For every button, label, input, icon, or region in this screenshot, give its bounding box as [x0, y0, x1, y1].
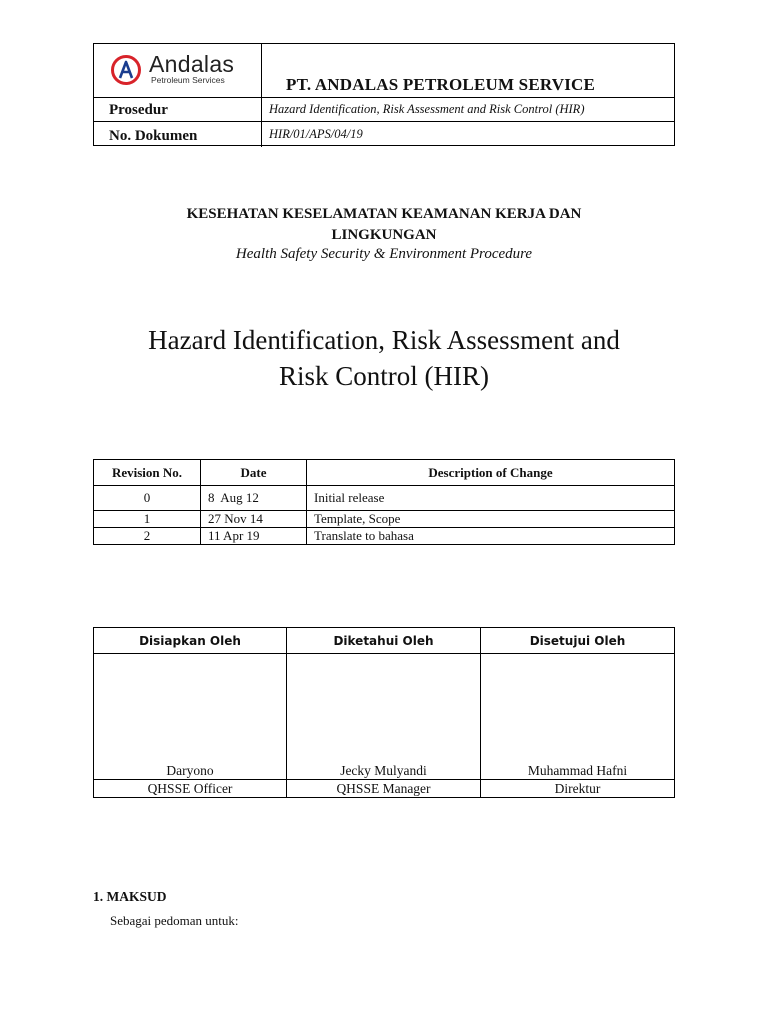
table-row — [94, 528, 675, 545]
revision-desc: Template, Scope — [307, 511, 675, 528]
column-header: Description of Change — [307, 460, 675, 486]
column-header: Disetujui Oleh — [481, 628, 675, 654]
revision-date: 27 Nov 14 — [201, 511, 307, 528]
revision-header-row — [94, 460, 675, 486]
section-subtitle: Health Safety Security & Environment Procedure — [235, 246, 533, 262]
role-row — [94, 780, 675, 798]
column-header: Diketahui Oleh — [287, 628, 481, 654]
company-cell — [262, 44, 674, 97]
header-row-prosedur — [94, 97, 674, 121]
company-name: PT. ANDALAS PETROLEUM SERVICE — [286, 75, 596, 94]
approval-header-row — [94, 628, 675, 654]
revision-no: 0 — [94, 486, 201, 511]
document-title-line2: Risk Control (HIR) — [278, 361, 489, 391]
header-label: Prosedur — [94, 98, 262, 121]
column-header: Date — [201, 460, 307, 486]
header-value: Hazard Identification, Risk Assessment and Risk Control (HIR) — [269, 102, 585, 116]
logo-cell — [94, 44, 262, 97]
header-row-no-dokumen — [94, 121, 674, 147]
revision-desc: Translate to bahasa — [307, 528, 675, 545]
signatory-name: Daryono — [94, 654, 287, 780]
revision-date: 11 Apr 19 — [201, 528, 307, 545]
revision-table — [93, 459, 675, 545]
company-logo-icon — [110, 54, 142, 86]
signatory-role: Direktur — [481, 780, 675, 798]
approval-table — [93, 627, 675, 798]
logo-subtitle: Petroleum Services — [151, 75, 225, 85]
revision-desc: Initial release — [307, 486, 675, 511]
section-title-line1: KESEHATAN KESELAMATAN KEAMANAN KERJA DAN — [186, 206, 582, 222]
column-header: Disiapkan Oleh — [94, 628, 287, 654]
signatory-name: Jecky Mulyandi — [287, 654, 481, 780]
logo-brand: Andalas — [149, 51, 235, 77]
document-title-line1: Hazard Identification, Risk Assessment and — [148, 325, 620, 355]
revision-no: 1 — [94, 511, 201, 528]
header-label: No. Dokumen — [94, 122, 262, 147]
signatory-role: QHSSE Officer — [94, 780, 287, 798]
signatory-name: Muhammad Hafni — [481, 654, 675, 780]
column-header: Revision No. — [94, 460, 201, 486]
section-title-line2: LINGKUNGAN — [331, 227, 437, 243]
body-text: Sebagai pedoman untuk: — [110, 913, 239, 928]
revision-date: 8 Aug 12 — [201, 486, 307, 511]
table-row — [94, 511, 675, 528]
revision-no: 2 — [94, 528, 201, 545]
document-header — [93, 43, 675, 146]
signatory-role: QHSSE Manager — [287, 780, 481, 798]
header-value: HIR/01/APS/04/19 — [269, 127, 363, 141]
table-row — [94, 486, 675, 511]
signature-row — [94, 654, 675, 780]
section-heading-maksud: 1. MAKSUD — [93, 889, 167, 904]
